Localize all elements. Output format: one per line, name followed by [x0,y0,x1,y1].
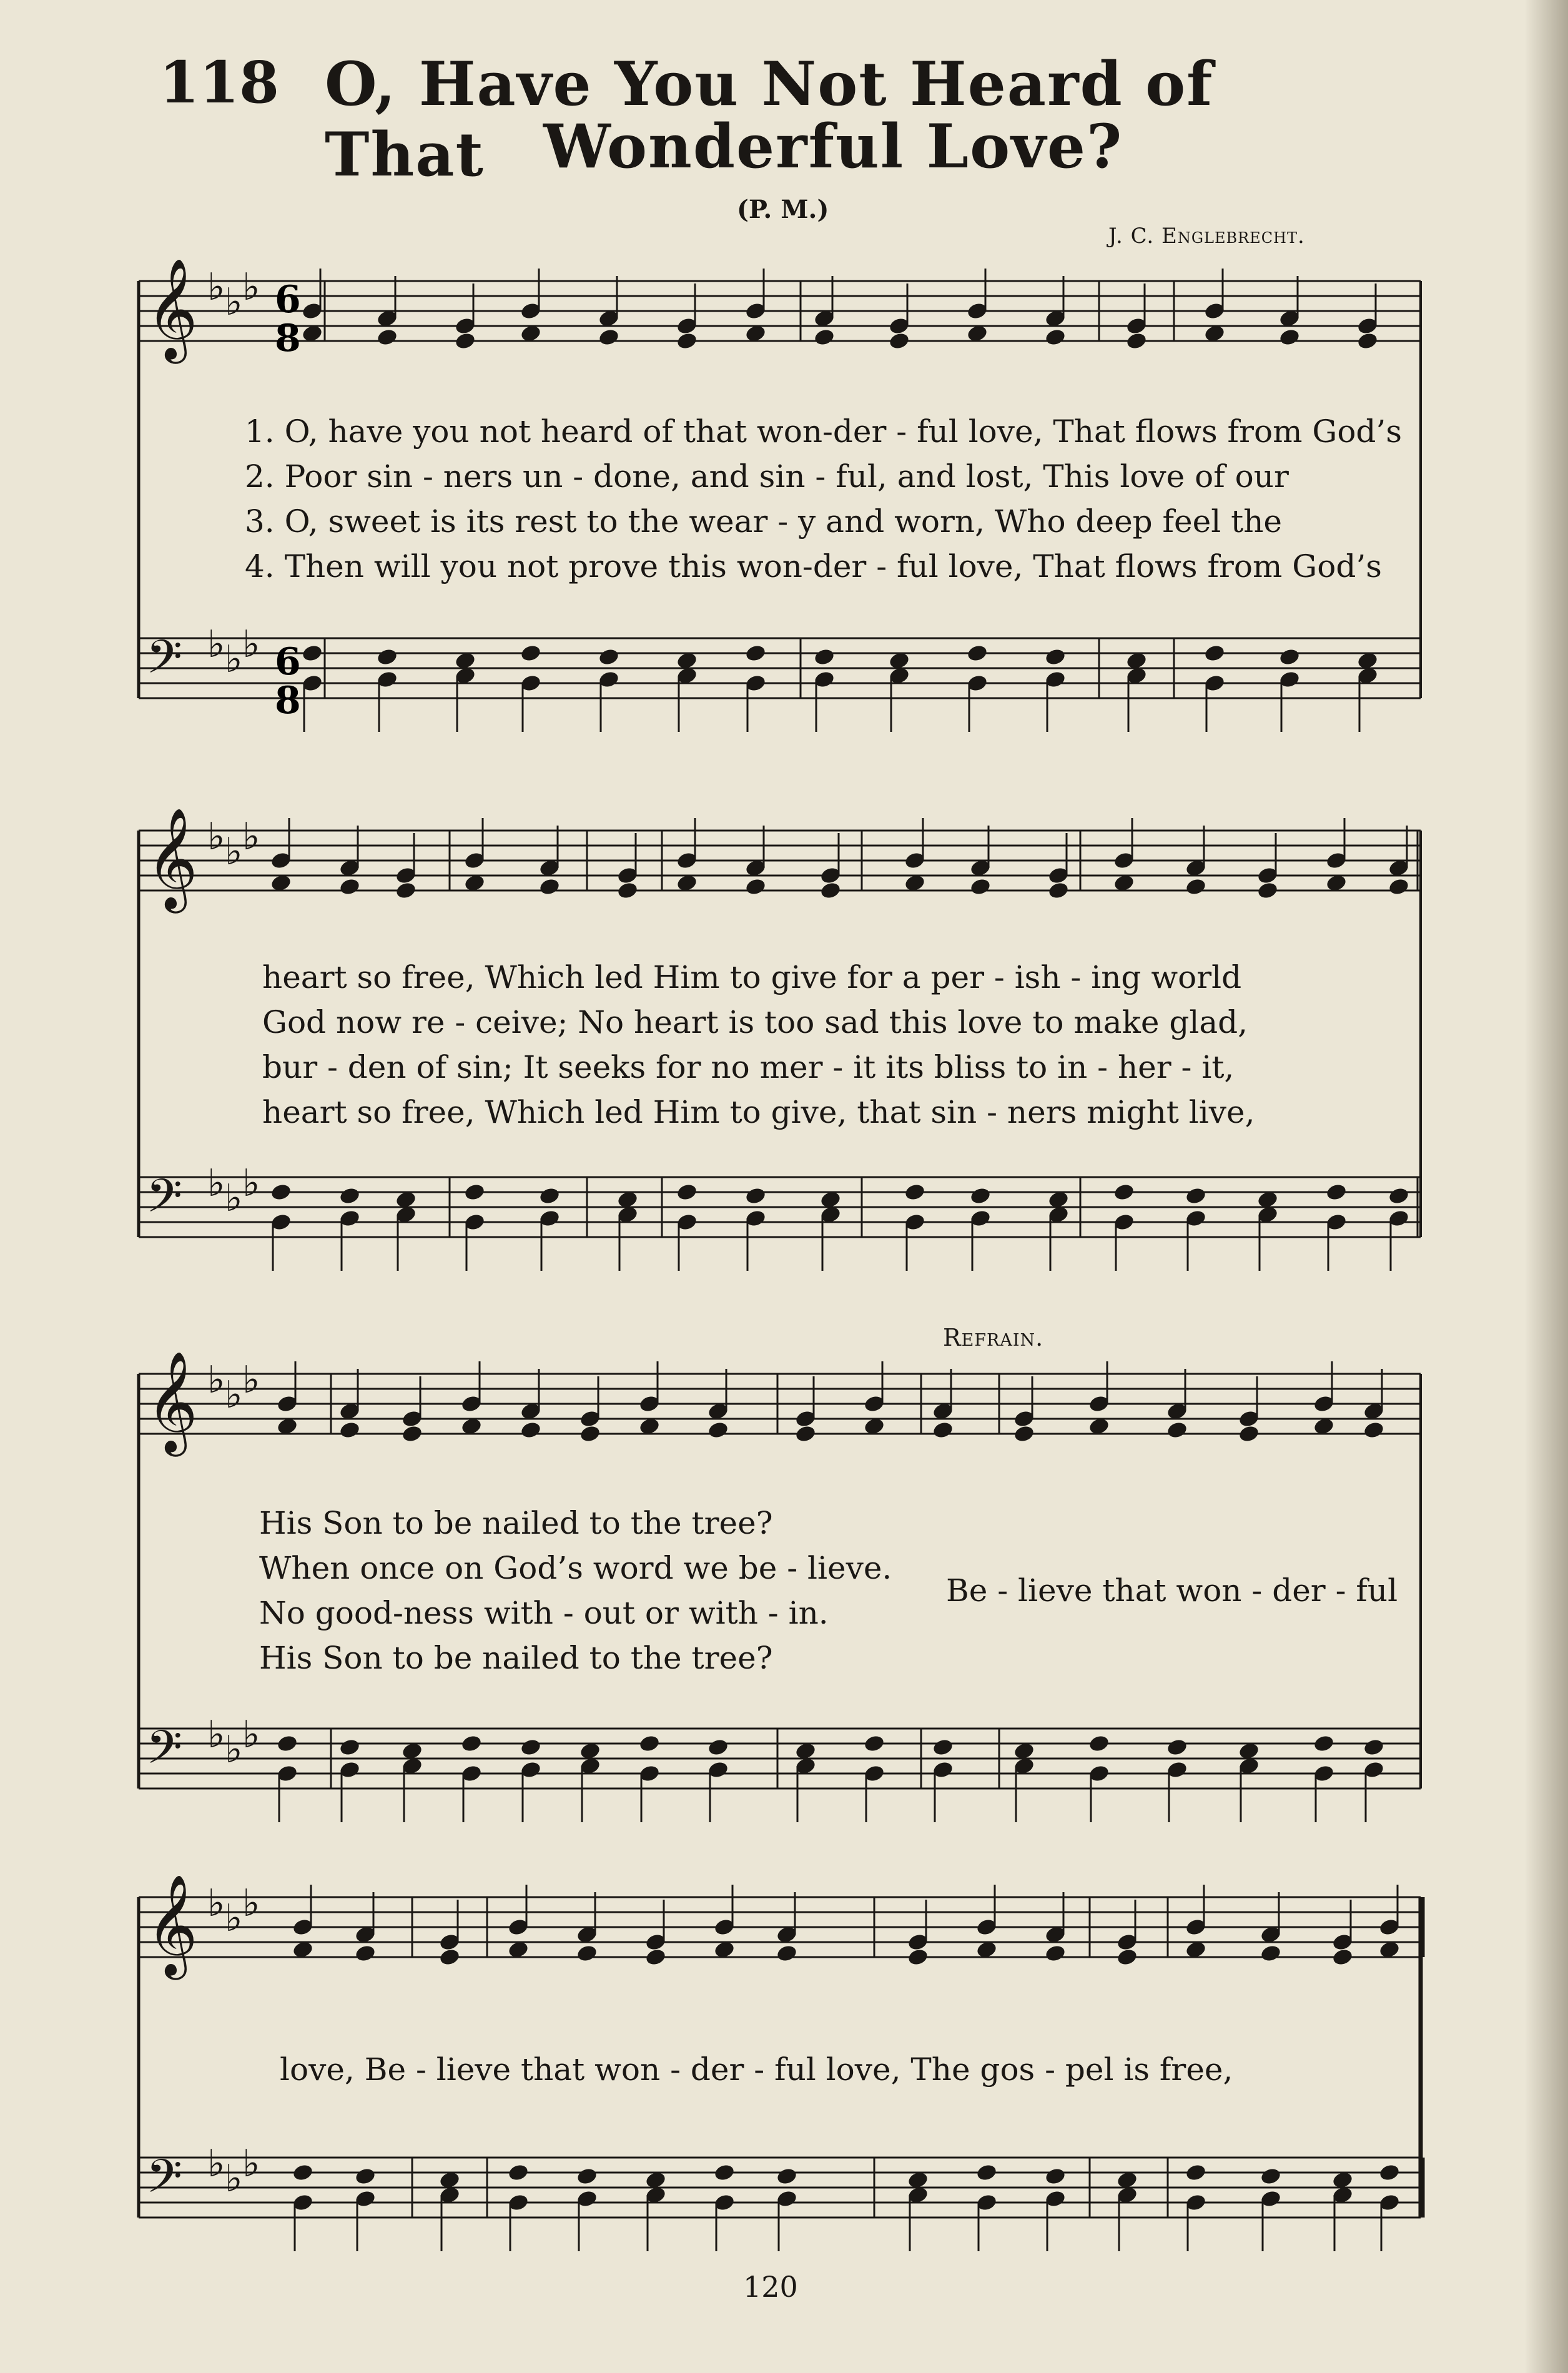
notehead [376,648,398,667]
notehead [1047,881,1070,900]
notehead [907,1948,929,1967]
notehead [932,1738,954,1757]
flat-icon: ♭ [207,2142,225,2186]
verse-1-line-3: His Son to be nailed to the tree? [259,1505,773,1541]
verse-1-line-2: heart so free, Which led Him to give for a per - ish - ing world [262,959,1242,995]
notehead [1378,2163,1401,2183]
notehead [707,1421,729,1440]
notehead [1044,2167,1067,2186]
notehead [932,1421,954,1440]
verse-1-line-1: 1. O, have you not heard of that won-der - ful love, That flows from God’s [245,413,1402,450]
notehead [1013,1424,1035,1444]
notehead [863,1734,885,1754]
verse-3-line-3: No good-ness with - out or with - in. [259,1595,829,1631]
notehead [1388,877,1410,897]
notehead [598,648,620,667]
refrain-lyric-line-1: Be - lieve that won - der - ful [946,1572,1398,1609]
page-number: 120 [743,2270,798,2304]
notehead [644,1948,667,1967]
treble-clef-icon: 𝄞 [146,258,198,360]
flat-icon: ♭ [207,1882,225,1925]
flat-icon: ♭ [242,1882,260,1925]
bass-clef-icon: 𝄢 [146,1169,182,1235]
notehead [338,1421,361,1440]
flat-icon: ♭ [242,623,260,666]
notehead [463,1183,486,1202]
flat-icon: ♭ [207,623,225,666]
notehead [276,1734,298,1754]
notehead [1238,1424,1260,1444]
notehead [507,2163,530,2183]
notehead [676,1183,698,1202]
notehead [538,1186,561,1206]
flat-icon: ♭ [242,815,260,859]
verse-2-line-1: 2. Poor sin - ners un - done, and sin - ful, and lost, This love of our [245,458,1289,495]
notehead [338,1186,361,1206]
notehead [969,1186,992,1206]
flat-icon: ♭ [242,2142,260,2186]
hymn-title-line-1: O, Have You Not Heard of That [325,49,1214,190]
notehead [1260,1944,1282,1963]
notehead [1325,1183,1348,1202]
notehead [1356,332,1379,351]
notehead [576,1944,598,1963]
notehead [1044,328,1067,347]
verse-4-line-3: His Son to be nailed to the tree? [259,1640,773,1676]
notehead [270,1183,292,1202]
treble-clef-icon: 𝄞 [146,807,198,909]
flat-icon: ♭ [207,1713,225,1757]
notehead [1185,2163,1207,2183]
notehead [966,644,989,663]
refrain-label: Refrain. [943,1324,1044,1351]
notehead [1116,1948,1138,1967]
notehead [1044,1944,1067,1963]
notehead [1166,1421,1188,1440]
notehead [576,2167,598,2186]
notehead [1331,1948,1354,1967]
notehead [1260,2167,1282,2186]
verse-3-line-2: bur - den of sin; It seeks for no mer - it its bliss to in - her - it, [262,1049,1235,1085]
notehead [744,877,767,897]
bass-clef-icon: 𝄢 [146,2149,182,2215]
notehead [1278,328,1301,347]
notehead [744,1186,767,1206]
notehead [292,2163,314,2183]
notehead [354,2167,377,2186]
treble-clef-icon: 𝄞 [146,1351,198,1453]
notehead [1388,1186,1410,1206]
notehead [520,1738,542,1757]
flat-icon: ♭ [225,1373,243,1417]
verse-3-line-1: 3. O, sweet is its rest to the wear - y and worn, Who deep feel the [245,503,1283,540]
notehead [1363,1421,1385,1440]
refrain-lyric-line-2: love, Be - lieve that won - der - ful love, The gos - pel is free, [280,2051,1233,2088]
flat-icon: ♭ [225,830,243,874]
flat-icon: ♭ [242,1713,260,1757]
notehead [1203,644,1226,663]
notehead [354,1944,377,1963]
notehead [969,877,992,897]
hymn-number: 118 [159,49,280,116]
flat-icon: ♭ [225,1177,243,1220]
time-signature-bass-bottom: 8 [275,679,301,723]
notehead [376,328,398,347]
notehead [1125,332,1148,351]
verse-2-line-2: God now re - ceive; No heart is too sad this love to make glad, [262,1004,1248,1040]
notehead [676,332,698,351]
flat-icon: ♭ [207,1358,225,1402]
notehead [338,877,361,897]
flat-icon: ♭ [207,265,225,309]
notehead [1313,1734,1335,1754]
notehead [1185,877,1207,897]
notehead [579,1424,601,1444]
notehead [1256,881,1279,900]
flat-icon: ♭ [225,1728,243,1772]
notehead [1185,1186,1207,1206]
notehead [904,1183,926,1202]
flat-icon: ♭ [225,1897,243,1940]
flat-icon: ♭ [225,280,243,324]
verse-4-line-2: heart so free, Which led Him to give, that sin - ners might live, [262,1094,1255,1130]
notehead [776,1944,798,1963]
notehead [616,881,639,900]
flat-icon: ♭ [242,1358,260,1402]
notehead [520,1421,542,1440]
notehead [975,2163,998,2183]
notehead [460,1734,483,1754]
notehead [538,877,561,897]
flat-icon: ♭ [225,2157,243,2201]
notehead [888,332,910,351]
meter-marking: (P. M.) [737,195,829,224]
notehead [395,881,417,900]
notehead [438,1948,461,1967]
verse-2-line-3: When once on God’s word we be - lieve. [259,1550,892,1586]
notehead [813,648,836,667]
flat-icon: ♭ [207,1162,225,1205]
bass-clef-icon: 𝄢 [146,1720,182,1786]
notehead [1278,648,1301,667]
composer-credit: J. C. Englebrecht. [1108,224,1305,249]
notehead [819,881,842,900]
notehead [707,1738,729,1757]
notehead [713,2163,736,2183]
flat-icon: ♭ [225,638,243,681]
flat-icon: ♭ [242,1162,260,1205]
notehead [638,1734,661,1754]
notehead [1363,1738,1385,1757]
hymn-title-line-2: Wonderful Love? [543,111,1123,182]
notehead [813,328,836,347]
time-signature-bass-top: 6 [275,640,301,684]
notehead [1088,1734,1110,1754]
notehead [454,332,476,351]
verse-4-line-1: 4. Then will you not prove this won-der - ful love, That flows from God’s [245,548,1382,585]
notehead [776,2167,798,2186]
time-signature-treble-top: 6 [275,278,301,322]
flat-icon: ♭ [242,265,260,309]
time-signature-treble-bottom: 8 [275,317,301,360]
notehead [520,644,542,663]
notehead [1166,1738,1188,1757]
notehead [744,644,767,663]
notehead [401,1424,423,1444]
notehead [598,328,620,347]
notehead [338,1738,361,1757]
notehead [794,1424,817,1444]
bass-clef-icon: 𝄢 [146,630,182,696]
notehead [1044,648,1067,667]
notehead [1113,1183,1135,1202]
flat-icon: ♭ [207,815,225,859]
notehead [301,644,323,663]
treble-clef-icon: 𝄞 [146,1874,198,1976]
